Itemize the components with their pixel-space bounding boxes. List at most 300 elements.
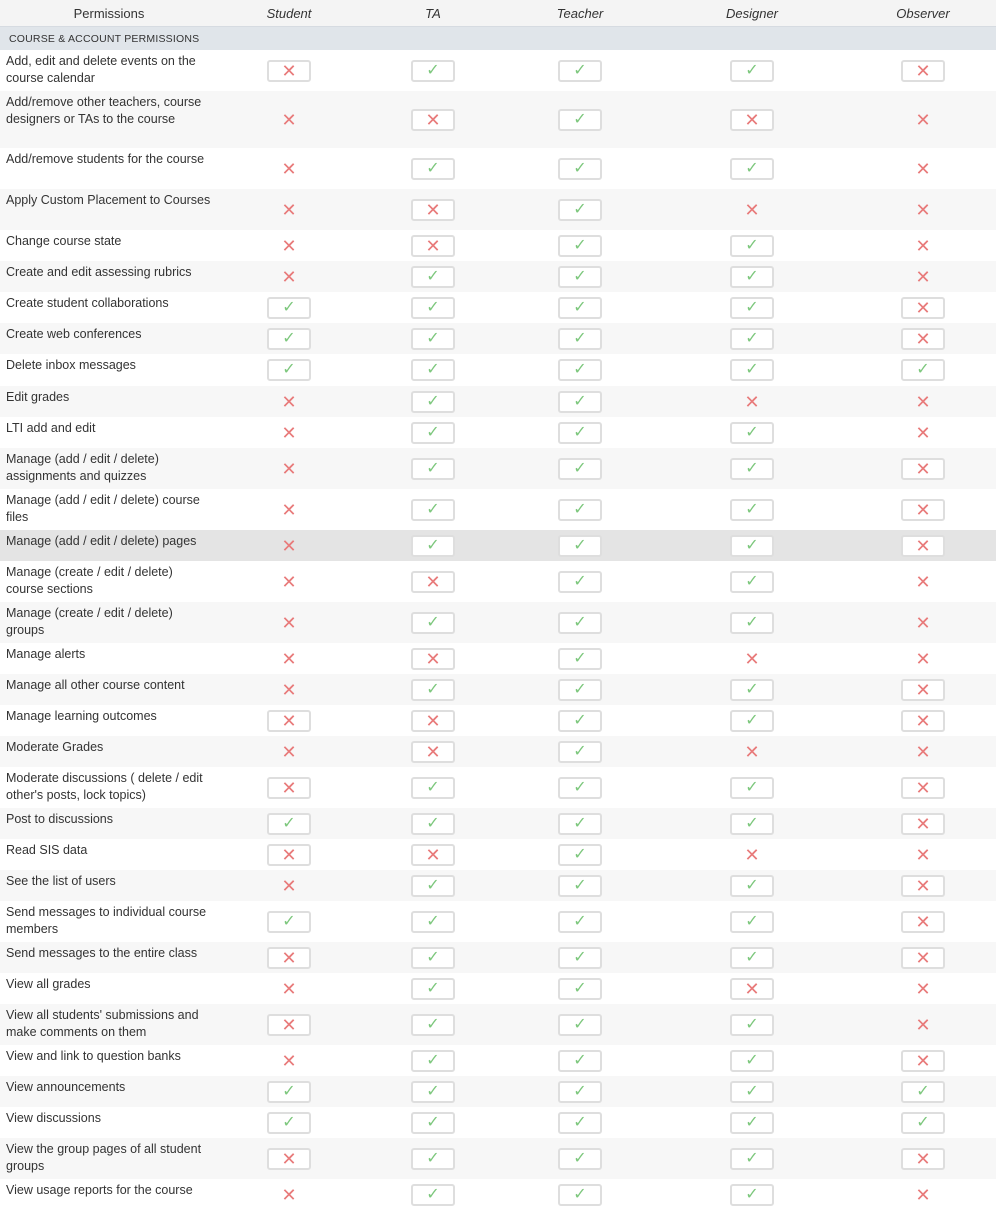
x-icon: ✕	[281, 109, 297, 130]
permission-toggle-student[interactable]	[267, 235, 311, 257]
permission-toggle-designer[interactable]	[730, 978, 774, 1000]
permission-toggle-ta[interactable]	[411, 947, 455, 969]
x-icon: ✕	[744, 109, 760, 130]
permission-toggle-teacher[interactable]	[558, 297, 602, 319]
permission-toggle-designer[interactable]	[730, 199, 774, 221]
permission-cell-ta	[360, 1004, 506, 1045]
permission-toggle-designer[interactable]	[730, 266, 774, 288]
x-icon: ✕	[915, 947, 931, 968]
permission-toggle-teacher[interactable]	[558, 535, 602, 557]
permission-cell-ta	[360, 386, 506, 417]
permission-toggle-ta[interactable]	[411, 328, 455, 350]
check-icon: ✓	[745, 948, 759, 966]
permission-cell-observer	[850, 808, 996, 839]
permission-toggle-designer[interactable]	[730, 391, 774, 413]
x-icon: ✕	[281, 777, 297, 798]
permission-toggle-observer[interactable]	[901, 359, 945, 381]
permission-cell-teacher	[506, 901, 654, 942]
check-icon: ✓	[282, 912, 296, 930]
permission-toggle-designer[interactable]	[730, 1184, 774, 1206]
permission-cell-student	[218, 50, 360, 91]
permission-cell-student	[218, 489, 360, 530]
permission-cell-teacher	[506, 808, 654, 839]
permission-toggle-student[interactable]	[267, 1014, 311, 1036]
permission-toggle-ta[interactable]	[411, 571, 455, 593]
check-icon: ✓	[573, 1149, 587, 1167]
permission-toggle-designer[interactable]	[730, 875, 774, 897]
permission-toggle-ta[interactable]	[411, 741, 455, 763]
check-icon: ✓	[745, 1185, 759, 1203]
x-icon: ✕	[915, 844, 931, 865]
permission-toggle-ta[interactable]	[411, 813, 455, 835]
x-icon: ✕	[915, 199, 931, 220]
permission-toggle-student[interactable]	[267, 710, 311, 732]
permission-toggle-student[interactable]	[267, 422, 311, 444]
permission-toggle-ta[interactable]	[411, 499, 455, 521]
permission-cell-student	[218, 230, 360, 261]
permission-cell-observer	[850, 292, 996, 323]
permission-cell-designer	[654, 354, 850, 386]
permission-toggle-ta[interactable]	[411, 1050, 455, 1072]
x-icon: ✕	[915, 679, 931, 700]
permission-row	[0, 1004, 996, 1045]
permission-toggle-designer[interactable]	[730, 1014, 774, 1036]
permission-toggle-teacher[interactable]	[558, 359, 602, 381]
permission-toggle-teacher[interactable]	[558, 109, 602, 131]
role-header-designer[interactable]: Designer	[654, 0, 850, 27]
permission-cell-student	[218, 323, 360, 354]
permission-toggle-ta[interactable]	[411, 235, 455, 257]
permission-toggle-observer[interactable]	[901, 1148, 945, 1170]
permission-toggle-designer[interactable]	[730, 710, 774, 732]
permission-cell-teacher	[506, 386, 654, 417]
permission-toggle-ta[interactable]	[411, 648, 455, 670]
permission-toggle-student[interactable]	[267, 947, 311, 969]
x-icon: ✕	[281, 1014, 297, 1035]
permissions-header: Permissions	[0, 0, 218, 27]
x-icon: ✕	[281, 458, 297, 479]
check-icon: ✓	[573, 110, 587, 128]
permission-toggle-designer[interactable]	[730, 612, 774, 634]
permission-cell-ta	[360, 767, 506, 808]
permission-toggle-observer[interactable]	[901, 60, 945, 82]
check-icon: ✓	[573, 392, 587, 410]
permission-cell-observer	[850, 230, 996, 261]
permission-toggle-ta[interactable]	[411, 422, 455, 444]
permission-toggle-observer[interactable]	[901, 1112, 945, 1134]
check-icon: ✓	[745, 61, 759, 79]
check-icon: ✓	[745, 876, 759, 894]
permission-cell-observer	[850, 674, 996, 705]
permission-toggle-student[interactable]	[267, 875, 311, 897]
permission-toggle-student[interactable]	[267, 158, 311, 180]
check-icon: ✓	[426, 1149, 440, 1167]
permission-cell-observer	[850, 602, 996, 643]
permission-toggle-observer[interactable]	[901, 199, 945, 221]
permission-toggle-observer[interactable]	[901, 978, 945, 1000]
check-icon: ✓	[282, 814, 296, 832]
permission-toggle-designer[interactable]	[730, 535, 774, 557]
permission-toggle-teacher[interactable]	[558, 60, 602, 82]
permission-toggle-observer[interactable]	[901, 741, 945, 763]
permission-toggle-student[interactable]	[267, 978, 311, 1000]
permission-cell-designer	[654, 1076, 850, 1107]
permission-toggle-observer[interactable]	[901, 1081, 945, 1103]
permission-toggle-teacher[interactable]	[558, 1050, 602, 1072]
permission-toggle-observer[interactable]	[901, 158, 945, 180]
permission-toggle-ta[interactable]	[411, 875, 455, 897]
permission-toggle-ta[interactable]	[411, 710, 455, 732]
permission-toggle-designer[interactable]	[730, 1081, 774, 1103]
permission-toggle-ta[interactable]	[411, 297, 455, 319]
permission-cell-designer	[654, 1045, 850, 1076]
permission-toggle-student[interactable]	[267, 648, 311, 670]
role-header-teacher[interactable]: Teacher	[506, 0, 654, 27]
role-header-student[interactable]: Student	[218, 0, 360, 27]
role-header-observer[interactable]: Observer	[850, 0, 996, 27]
permission-cell-student	[218, 1138, 360, 1179]
check-icon: ✓	[745, 1149, 759, 1167]
permission-row	[0, 489, 996, 530]
permission-toggle-teacher[interactable]	[558, 947, 602, 969]
permission-toggle-student[interactable]	[267, 199, 311, 221]
permission-label: Manage (create / edit / delete) groups	[0, 602, 218, 643]
permission-toggle-ta[interactable]	[411, 266, 455, 288]
permission-toggle-observer[interactable]	[901, 1050, 945, 1072]
permission-toggle-observer[interactable]	[901, 1184, 945, 1206]
permission-toggle-observer[interactable]	[901, 297, 945, 319]
permission-toggle-student[interactable]	[267, 391, 311, 413]
permission-toggle-teacher[interactable]	[558, 777, 602, 799]
check-icon: ✓	[745, 613, 759, 631]
check-icon: ✓	[426, 1082, 440, 1100]
permission-cell-designer	[654, 50, 850, 91]
permission-toggle-observer[interactable]	[901, 235, 945, 257]
permission-toggle-designer[interactable]	[730, 648, 774, 670]
permission-toggle-ta[interactable]	[411, 1184, 455, 1206]
permission-toggle-ta[interactable]	[411, 777, 455, 799]
permission-toggle-designer[interactable]	[730, 844, 774, 866]
permission-toggle-student[interactable]	[267, 1050, 311, 1072]
permission-toggle-student[interactable]	[267, 612, 311, 634]
permission-toggle-observer[interactable]	[901, 391, 945, 413]
permission-label: View and link to question banks	[6, 1049, 181, 1063]
permission-row	[0, 50, 996, 91]
permission-row	[0, 808, 996, 839]
permission-toggle-student[interactable]	[267, 571, 311, 593]
permission-toggle-designer[interactable]	[730, 359, 774, 381]
check-icon: ✓	[426, 159, 440, 177]
check-icon: ✓	[426, 61, 440, 79]
permission-toggle-student[interactable]	[267, 679, 311, 701]
x-icon: ✕	[281, 499, 297, 520]
permission-toggle-teacher[interactable]	[558, 422, 602, 444]
permission-toggle-ta[interactable]	[411, 679, 455, 701]
permission-toggle-designer[interactable]	[730, 458, 774, 480]
permission-cell-observer	[850, 1179, 996, 1210]
check-icon: ✓	[573, 1015, 587, 1033]
permission-row	[0, 386, 996, 417]
permission-cell-observer	[850, 705, 996, 736]
permission-toggle-teacher[interactable]	[558, 391, 602, 413]
permission-toggle-ta[interactable]	[411, 978, 455, 1000]
permission-toggle-designer[interactable]	[730, 235, 774, 257]
x-icon: ✕	[744, 844, 760, 865]
permission-toggle-teacher[interactable]	[558, 978, 602, 1000]
permission-toggle-teacher[interactable]	[558, 813, 602, 835]
x-icon: ✕	[425, 199, 441, 220]
permission-toggle-observer[interactable]	[901, 813, 945, 835]
permission-cell-teacher	[506, 91, 654, 148]
permission-toggle-student[interactable]	[267, 458, 311, 480]
permission-cell-teacher	[506, 870, 654, 901]
permission-toggle-teacher[interactable]	[558, 1112, 602, 1134]
permission-toggle-student[interactable]	[267, 297, 311, 319]
x-icon: ✕	[915, 875, 931, 896]
permission-toggle-observer[interactable]	[901, 499, 945, 521]
permission-row	[0, 354, 996, 386]
check-icon: ✓	[745, 423, 759, 441]
permission-toggle-student[interactable]	[267, 911, 311, 933]
permission-toggle-teacher[interactable]	[558, 571, 602, 593]
check-icon: ✓	[745, 500, 759, 518]
x-icon: ✕	[915, 710, 931, 731]
permission-toggle-observer[interactable]	[901, 777, 945, 799]
permission-cell-designer	[654, 736, 850, 767]
check-icon: ✓	[426, 361, 440, 378]
permission-toggle-teacher[interactable]	[558, 648, 602, 670]
permission-label: Edit grades	[0, 386, 218, 417]
permission-toggle-designer[interactable]	[730, 158, 774, 180]
permission-cell-ta	[360, 808, 506, 839]
permission-toggle-teacher[interactable]	[558, 875, 602, 897]
permission-toggle-student[interactable]	[267, 499, 311, 521]
permission-toggle-observer[interactable]	[901, 612, 945, 634]
permission-row	[0, 901, 996, 942]
x-icon: ✕	[425, 710, 441, 731]
permission-cell-designer	[654, 1138, 850, 1179]
permission-row	[0, 602, 996, 643]
permission-row	[0, 705, 996, 736]
x-icon: ✕	[744, 648, 760, 669]
permission-toggle-designer[interactable]	[730, 60, 774, 82]
permission-toggle-ta[interactable]	[411, 1112, 455, 1134]
x-icon: ✕	[425, 571, 441, 592]
permission-toggle-designer[interactable]	[730, 813, 774, 835]
permission-label: Post to discussions	[0, 808, 218, 839]
permission-cell-student	[218, 448, 360, 489]
permission-cell-observer	[850, 323, 996, 354]
permission-cell-ta	[360, 354, 506, 386]
permission-toggle-designer[interactable]	[730, 297, 774, 319]
permission-toggle-ta[interactable]	[411, 391, 455, 413]
check-icon: ✓	[916, 1113, 930, 1131]
header-row	[0, 0, 996, 27]
permission-toggle-student[interactable]	[267, 741, 311, 763]
x-icon: ✕	[281, 844, 297, 865]
x-icon: ✕	[915, 297, 931, 318]
permission-toggle-designer[interactable]	[730, 422, 774, 444]
permission-toggle-student[interactable]	[267, 844, 311, 866]
permission-toggle-designer[interactable]	[730, 1148, 774, 1170]
permission-toggle-designer[interactable]	[730, 1050, 774, 1072]
permission-toggle-designer[interactable]	[730, 328, 774, 350]
permission-toggle-observer[interactable]	[901, 679, 945, 701]
permission-cell-student	[218, 1107, 360, 1138]
x-icon: ✕	[425, 235, 441, 256]
check-icon: ✓	[573, 61, 587, 79]
permission-toggle-student[interactable]	[267, 359, 311, 381]
permission-toggle-student[interactable]	[267, 328, 311, 350]
check-icon: ✓	[426, 1015, 440, 1033]
permission-toggle-teacher[interactable]	[558, 679, 602, 701]
permission-toggle-ta[interactable]	[411, 1148, 455, 1170]
permission-toggle-student[interactable]	[267, 109, 311, 131]
permission-cell-teacher	[506, 354, 654, 386]
permission-toggle-teacher[interactable]	[558, 266, 602, 288]
permission-toggle-teacher[interactable]	[558, 458, 602, 480]
x-icon: ✕	[281, 199, 297, 220]
permission-label: See the list of users	[0, 870, 218, 901]
check-icon: ✓	[573, 536, 587, 554]
role-header-ta[interactable]: TA	[360, 0, 506, 27]
permission-toggle-observer[interactable]	[901, 458, 945, 480]
permission-toggle-designer[interactable]	[730, 947, 774, 969]
permission-toggle-ta[interactable]	[411, 359, 455, 381]
permission-cell-teacher	[506, 50, 654, 91]
permission-toggle-designer[interactable]	[730, 109, 774, 131]
permission-toggle-teacher[interactable]	[558, 1081, 602, 1103]
check-icon: ✓	[573, 1113, 587, 1131]
check-icon: ✓	[282, 1082, 296, 1100]
x-icon: ✕	[281, 266, 297, 287]
permission-toggle-designer[interactable]	[730, 499, 774, 521]
permission-toggle-student[interactable]	[267, 777, 311, 799]
permission-toggle-observer[interactable]	[901, 947, 945, 969]
permission-cell-designer	[654, 292, 850, 323]
permission-toggle-ta[interactable]	[411, 199, 455, 221]
permission-toggle-student[interactable]	[267, 266, 311, 288]
permission-toggle-teacher[interactable]	[558, 199, 602, 221]
permission-toggle-teacher[interactable]	[558, 612, 602, 634]
permission-toggle-teacher[interactable]	[558, 235, 602, 257]
permission-toggle-teacher[interactable]	[558, 710, 602, 732]
permission-toggle-ta[interactable]	[411, 1014, 455, 1036]
permission-toggle-teacher[interactable]	[558, 328, 602, 350]
permission-toggle-designer[interactable]	[730, 679, 774, 701]
permission-toggle-ta[interactable]	[411, 1081, 455, 1103]
permission-toggle-observer[interactable]	[901, 328, 945, 350]
check-icon: ✓	[426, 613, 440, 631]
x-icon: ✕	[915, 391, 931, 412]
permission-cell-designer	[654, 901, 850, 942]
permission-cell-designer	[654, 1107, 850, 1138]
permission-cell-teacher	[506, 839, 654, 870]
permission-cell-ta	[360, 189, 506, 230]
permission-toggle-observer[interactable]	[901, 571, 945, 593]
permission-toggle-ta[interactable]	[411, 911, 455, 933]
permission-toggle-student[interactable]	[267, 60, 311, 82]
check-icon: ✓	[426, 267, 440, 285]
x-icon: ✕	[281, 1148, 297, 1169]
permission-toggle-designer[interactable]	[730, 911, 774, 933]
permission-toggle-ta[interactable]	[411, 844, 455, 866]
permission-cell-teacher	[506, 767, 654, 808]
permission-cell-ta	[360, 561, 506, 602]
permission-toggle-student[interactable]	[267, 1081, 311, 1103]
permission-toggle-observer[interactable]	[901, 266, 945, 288]
permission-label: View discussions	[6, 1111, 101, 1125]
permission-toggle-observer[interactable]	[901, 422, 945, 444]
permission-toggle-observer[interactable]	[901, 535, 945, 557]
permission-row	[0, 839, 996, 870]
permission-cell-designer	[654, 643, 850, 674]
permission-cell-teacher	[506, 674, 654, 705]
permission-toggle-ta[interactable]	[411, 158, 455, 180]
permission-cell-observer	[850, 643, 996, 674]
permission-cell-observer	[850, 148, 996, 189]
permission-row	[0, 973, 996, 1004]
permission-toggle-observer[interactable]	[901, 911, 945, 933]
permission-toggle-designer[interactable]	[730, 741, 774, 763]
permission-toggle-observer[interactable]	[901, 875, 945, 897]
permission-toggle-teacher[interactable]	[558, 499, 602, 521]
permission-toggle-teacher[interactable]	[558, 741, 602, 763]
permission-toggle-ta[interactable]	[411, 535, 455, 557]
permission-toggle-student[interactable]	[267, 535, 311, 557]
permission-toggle-designer[interactable]	[730, 1112, 774, 1134]
permission-cell-observer	[850, 489, 996, 530]
permission-toggle-observer[interactable]	[901, 1014, 945, 1036]
x-icon: ✕	[915, 813, 931, 834]
check-icon: ✓	[573, 845, 587, 863]
x-icon: ✕	[915, 911, 931, 932]
permission-toggle-student[interactable]	[267, 1112, 311, 1134]
section-title: COURSE & ACCOUNT PERMISSIONS	[0, 27, 996, 51]
permission-toggle-designer[interactable]	[730, 777, 774, 799]
permission-toggle-teacher[interactable]	[558, 911, 602, 933]
permission-toggle-teacher[interactable]	[558, 1014, 602, 1036]
permission-toggle-ta[interactable]	[411, 612, 455, 634]
permission-toggle-teacher[interactable]	[558, 844, 602, 866]
check-icon: ✓	[573, 742, 587, 760]
permission-toggle-ta[interactable]	[411, 109, 455, 131]
permission-toggle-observer[interactable]	[901, 109, 945, 131]
permission-cell-observer	[850, 942, 996, 973]
permission-cell-designer	[654, 602, 850, 643]
permission-toggle-teacher[interactable]	[558, 1148, 602, 1170]
permission-toggle-teacher[interactable]	[558, 158, 602, 180]
check-icon: ✓	[745, 159, 759, 177]
permission-toggle-student[interactable]	[267, 813, 311, 835]
permission-toggle-observer[interactable]	[901, 844, 945, 866]
permission-toggle-teacher[interactable]	[558, 1184, 602, 1206]
permission-toggle-observer[interactable]	[901, 648, 945, 670]
permission-toggle-student[interactable]	[267, 1148, 311, 1170]
permission-label: View the group pages of all student groups	[0, 1138, 218, 1179]
permission-row	[0, 942, 996, 973]
permission-toggle-designer[interactable]	[730, 571, 774, 593]
permission-toggle-ta[interactable]	[411, 60, 455, 82]
permission-toggle-observer[interactable]	[901, 710, 945, 732]
permission-cell-teacher	[506, 942, 654, 973]
check-icon: ✓	[426, 459, 440, 477]
permission-toggle-ta[interactable]	[411, 458, 455, 480]
permission-cell-ta	[360, 323, 506, 354]
permission-cell-student	[218, 530, 360, 561]
permission-label: LTI add and edit	[6, 421, 96, 435]
permission-toggle-student[interactable]	[267, 1184, 311, 1206]
